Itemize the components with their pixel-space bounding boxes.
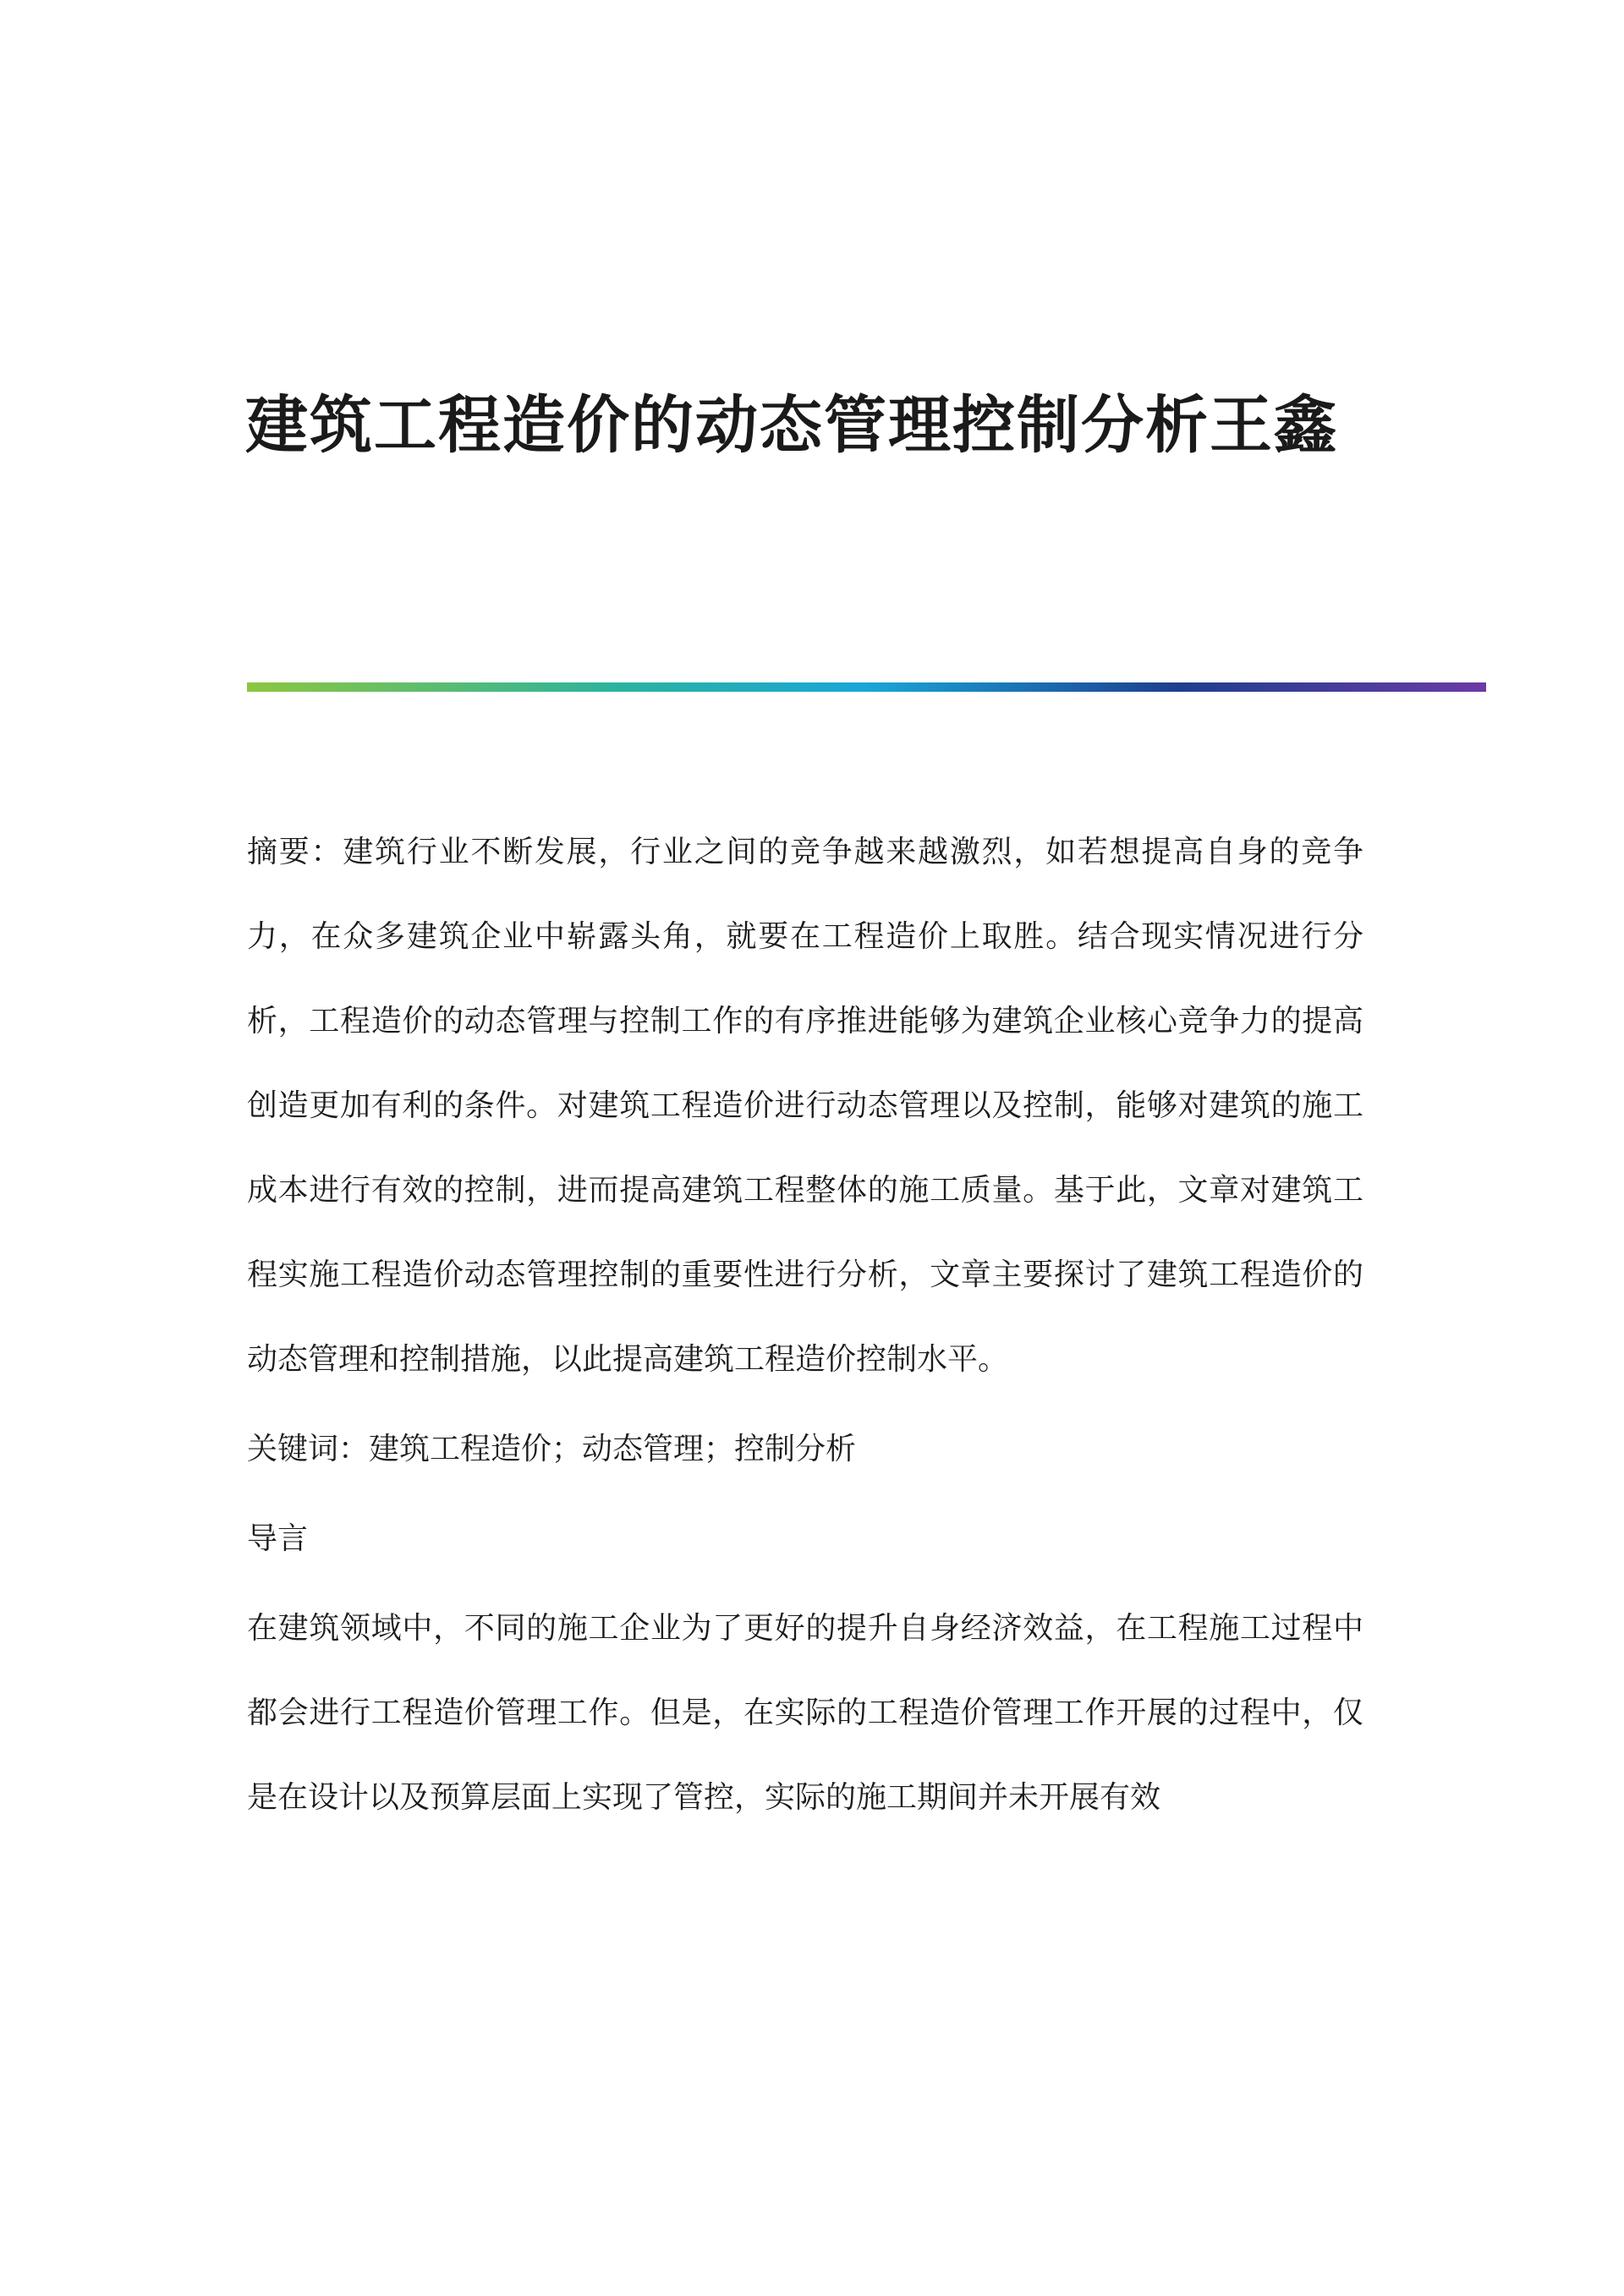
document-title: 建筑工程造价的动态管理控制分析王鑫 bbox=[245, 389, 1338, 462]
section-heading: 导言 bbox=[247, 1521, 309, 1556]
document-body bbox=[247, 810, 1363, 1845]
intro-paragraph: 在建筑领域中，不同的施工企业为了更好的提升自身经济效益，在工程施工过程中都会进行工程造价管理工作。但是，在实际的工程造价管理工作开展的过程中，仅是在设计以及预算层面上实现了管控，实际的施工期间并未开展有效 bbox=[247, 1611, 1363, 1815]
keywords-line: 关键词：建筑工程造价；动态管理；控制分析 bbox=[247, 1432, 857, 1466]
title-divider bbox=[247, 682, 1486, 692]
abstract-paragraph: 摘要：建筑行业不断发展，行业之间的竞争越来越激烈，如若想提高自身的竞争力，在众多建筑企业中崭露头角，就要在工程造价上取胜。结合现实情况进行分析，工程造价的动态管理与控制工作的有序推进能够为建筑企业核心竞争力的提高创造更加有利的条件。对建筑工程造价进行动态管理以及控制，能够对建筑的施工成本进行有效的控制，进而提高建筑工程整体的施工质量。基于此，文章对建筑工程实施工程造价动态管理控制的重要性进行分析，文章主要探讨了建筑工程造价的动态管理和控制措施，以此提高建筑工程造价控制水平。 bbox=[247, 835, 1363, 1377]
